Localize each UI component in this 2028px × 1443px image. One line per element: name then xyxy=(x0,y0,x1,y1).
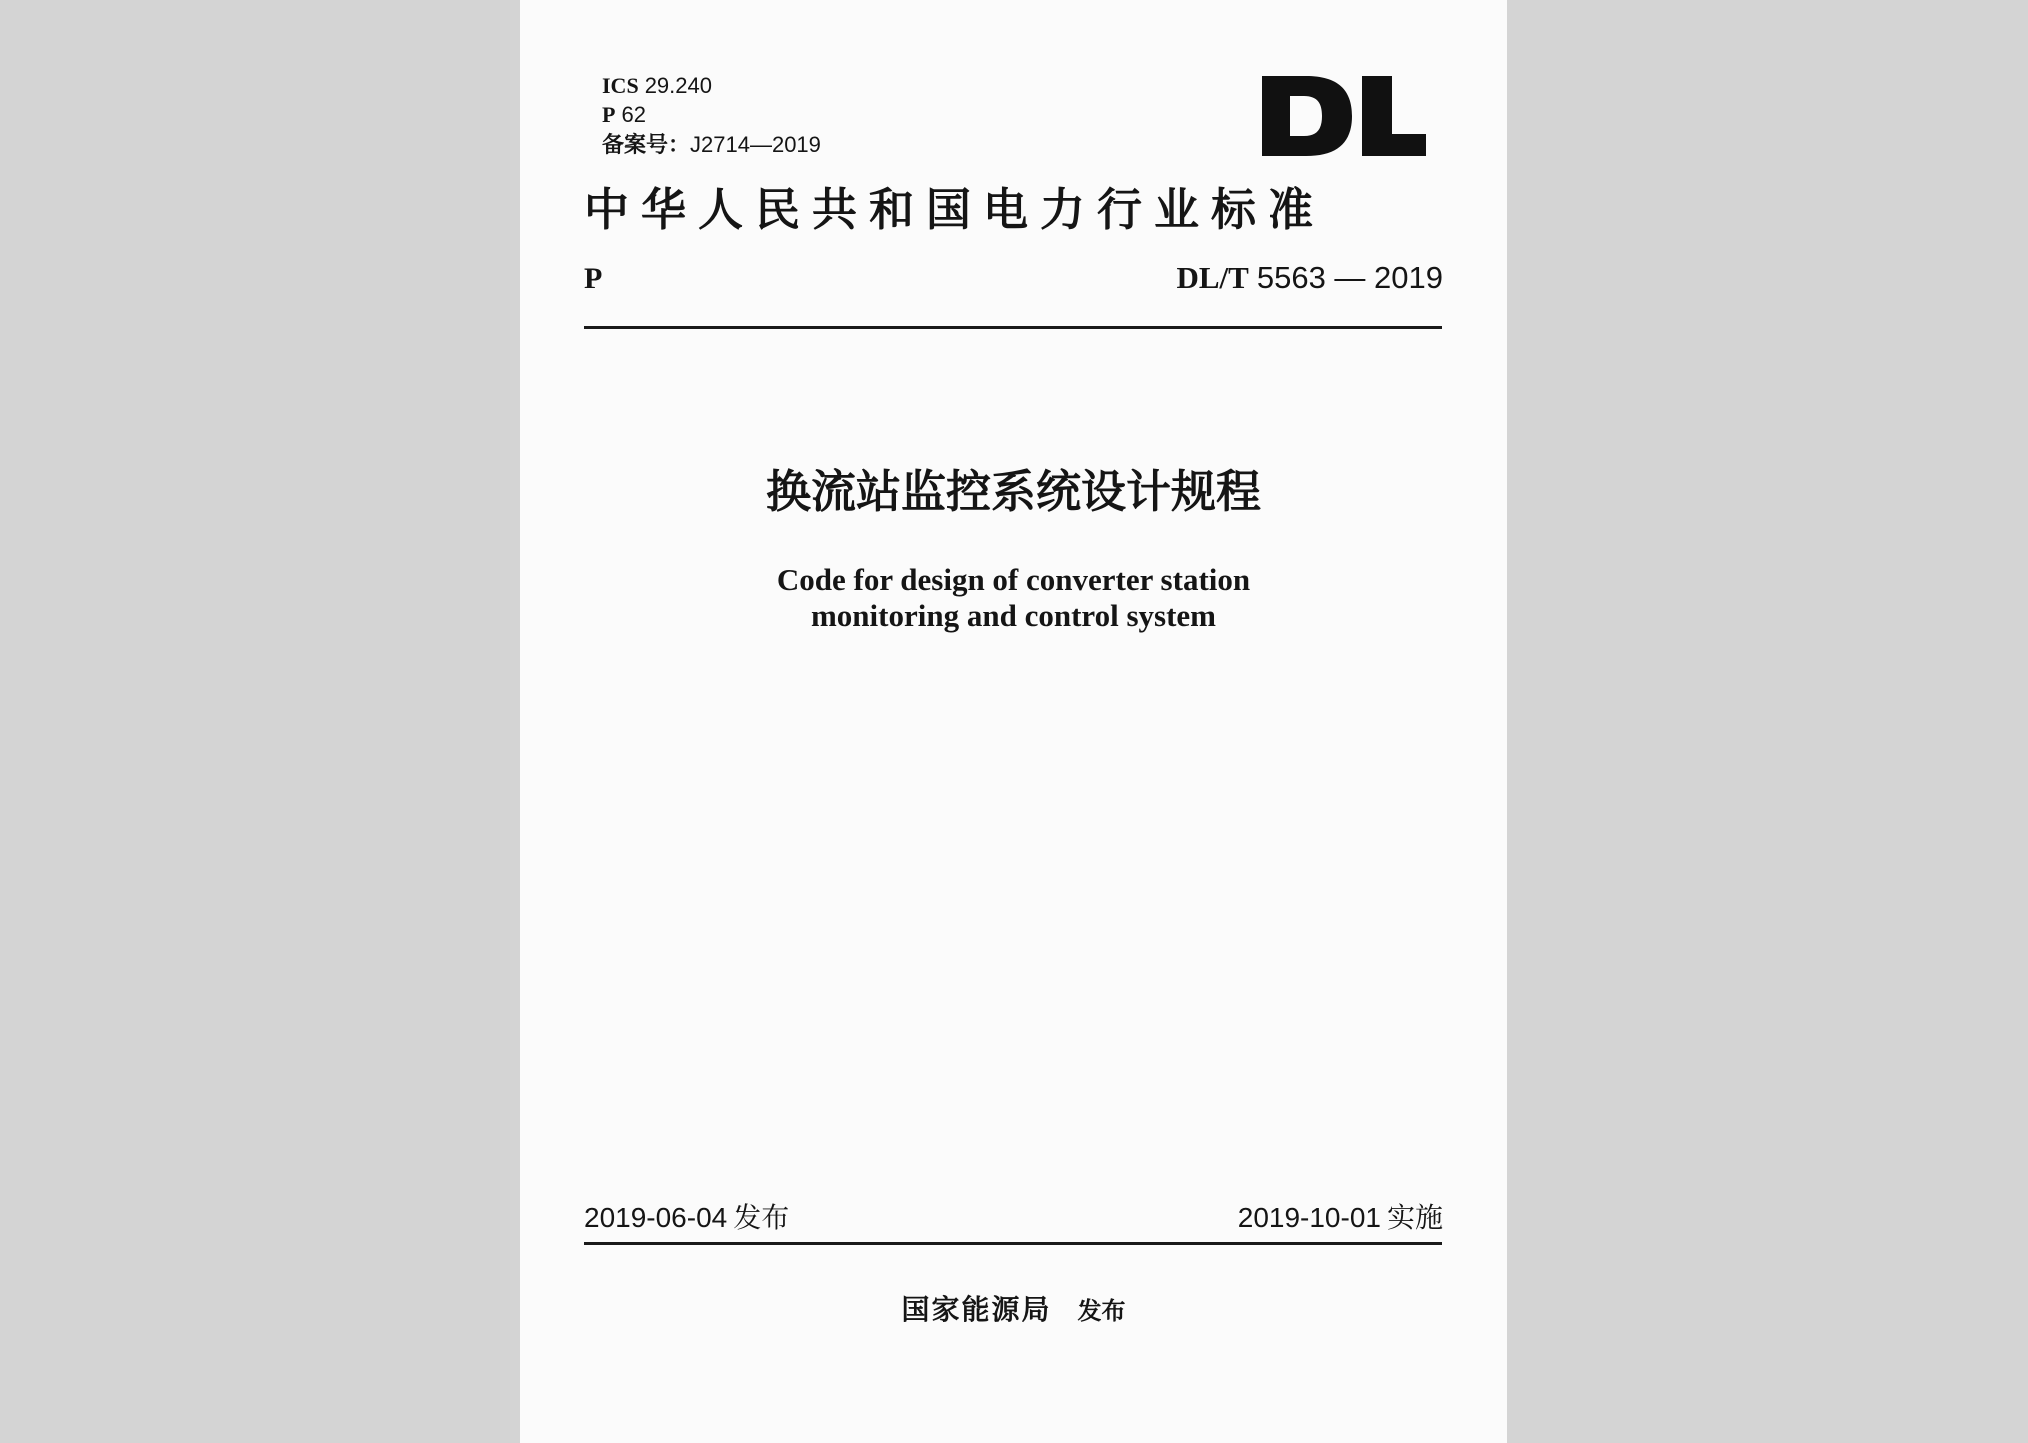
standard-number-prefix: DL/T xyxy=(1176,260,1249,295)
ccs-value: 62 xyxy=(621,102,646,127)
record-value: J2714—2019 xyxy=(690,132,821,157)
standard-category: P xyxy=(584,262,603,295)
issue-date xyxy=(584,1200,789,1236)
ccs-label: P xyxy=(602,102,616,127)
implement-date xyxy=(1238,1200,1443,1236)
standard-type-title: 中华人民共和国电力行业标准 xyxy=(584,183,1326,236)
document-title-english-line-2: monitoring and control system xyxy=(810,598,1216,633)
document-title-english-line-1: Code for design of converter station xyxy=(776,562,1251,597)
record-number xyxy=(602,131,821,160)
ccs-code xyxy=(602,101,646,129)
document-title-chinese: 换流站监控系统设计规程 xyxy=(765,465,1261,518)
ics-code xyxy=(602,72,712,100)
issue-date-label: 发布 xyxy=(733,1201,790,1234)
footer-divider xyxy=(584,1242,1442,1245)
publisher xyxy=(520,1292,1507,1329)
header-divider xyxy=(584,326,1442,329)
standard-number-value: 5563 — 2019 xyxy=(1256,260,1443,295)
issue-date-value: 2019-06-04 xyxy=(584,1202,728,1233)
ics-value: 29.240 xyxy=(644,73,712,98)
ics-label: ICS xyxy=(602,73,639,98)
dl-logo xyxy=(1260,74,1428,158)
publisher-organization: 国家能源局 xyxy=(901,1293,1052,1326)
publisher-action: 发布 xyxy=(1077,1297,1126,1325)
implement-date-value: 2019-10-01 xyxy=(1237,1202,1381,1233)
implement-date-label: 实施 xyxy=(1386,1201,1443,1234)
standard-number xyxy=(1176,260,1443,296)
record-label: 备案号： xyxy=(602,133,691,158)
standard-cover-page xyxy=(520,0,1507,1443)
